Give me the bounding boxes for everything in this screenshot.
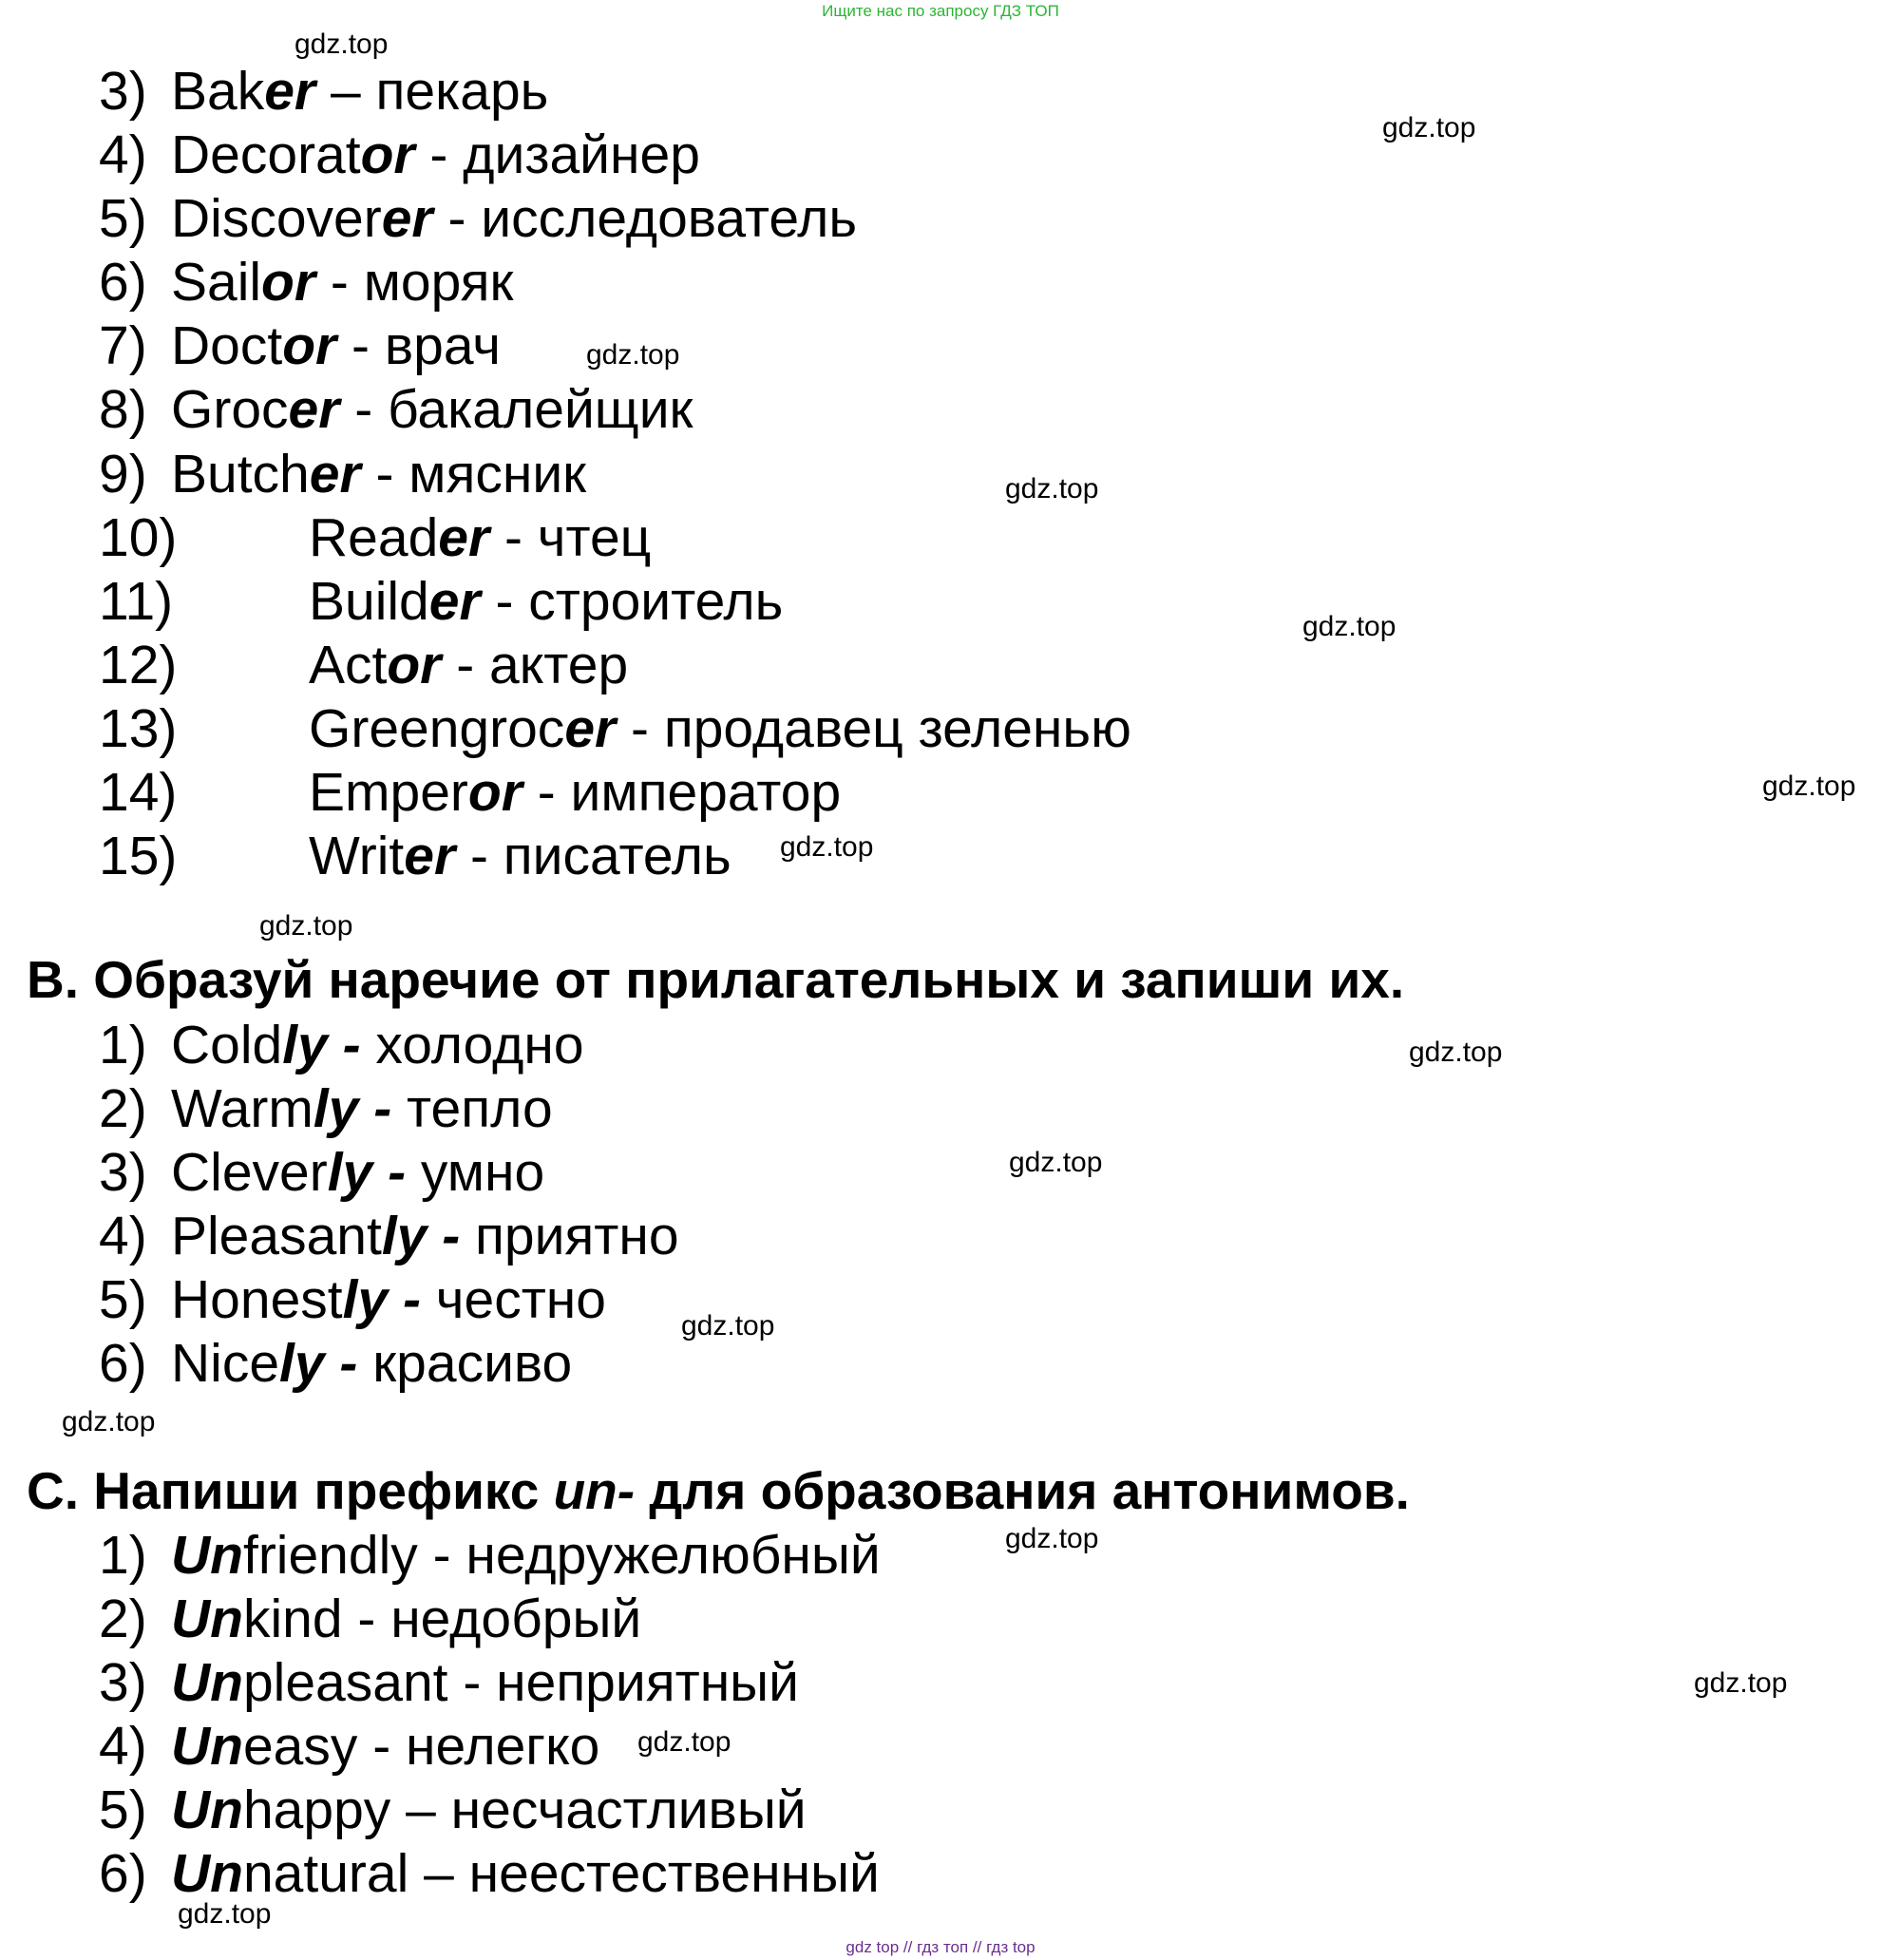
item-number: 8) [99, 379, 147, 440]
item-text: Unfriendly - недружелюбный [171, 1525, 881, 1586]
item-text: Uneasy - нелегко [171, 1716, 600, 1777]
item-text: Builder - строитель [309, 571, 784, 632]
item-number: 3) [99, 1142, 147, 1203]
watermark: gdz.top [780, 831, 874, 863]
footer: gdz top // гдз топ // гдз top [846, 1938, 1036, 1956]
item-text: Unhappy – несчастливый [171, 1779, 807, 1840]
item-number: 11) [99, 571, 174, 632]
item-number: 4) [99, 1716, 147, 1777]
section-c-heading: C. Напиши префикс un- для образования антонимов. [27, 1461, 1410, 1520]
item-text: Unpleasant - неприятный [171, 1652, 799, 1713]
item-text: Greengrocer - продавец зеленью [309, 698, 1131, 759]
item-text: Warmly - тепло [171, 1078, 553, 1139]
item-number: 6) [99, 1333, 147, 1394]
watermark: gdz.top [1762, 771, 1856, 802]
watermark: gdz.top [1302, 611, 1396, 642]
watermark: gdz.top [1005, 1523, 1099, 1554]
item-number: 5) [99, 1269, 147, 1330]
watermark: gdz.top [259, 910, 353, 942]
item-text: Nicely - красиво [171, 1333, 573, 1394]
watermark: gdz.top [586, 339, 680, 371]
watermark: gdz.top [1009, 1147, 1103, 1178]
item-number: 9) [99, 444, 147, 504]
item-number: 5) [99, 188, 147, 249]
item-number: 14) [99, 762, 178, 823]
item-number: 15) [99, 826, 178, 886]
item-text: Unnatural – неестественный [171, 1843, 880, 1904]
item-number: 3) [99, 1652, 147, 1713]
item-number: 5) [99, 1779, 147, 1840]
watermark: gdz.top [1694, 1667, 1788, 1699]
item-number: 2) [99, 1078, 147, 1139]
item-number: 4) [99, 1206, 147, 1266]
top-banner: Ищите нас по запросу ГДЗ ТОП [822, 2, 1059, 20]
item-number: 12) [99, 635, 178, 695]
item-text: Discoverer - исследователь [171, 188, 858, 249]
item-number: 1) [99, 1015, 147, 1075]
watermark: gdz.top [1005, 473, 1099, 504]
item-text: Decorator - дизайнер [171, 124, 700, 185]
item-number: 13) [99, 698, 178, 759]
watermark: gdz.top [1409, 1037, 1503, 1068]
item-text: Cleverly - умно [171, 1142, 545, 1203]
watermark: gdz.top [637, 1726, 732, 1758]
item-text: Honestly - честно [171, 1269, 606, 1330]
item-text: Baker – пекарь [171, 61, 549, 122]
watermark: gdz.top [62, 1406, 156, 1437]
item-number: 4) [99, 124, 147, 185]
item-number: 1) [99, 1525, 147, 1586]
item-text: Sailor - моряк [171, 252, 514, 313]
watermark: gdz.top [178, 1898, 272, 1930]
watermark: gdz.top [294, 29, 389, 60]
item-text: Unkind - недобрый [171, 1589, 642, 1649]
section-b-heading: B. Образуй наречие от прилагательных и запиши их. [27, 950, 1405, 1009]
item-text: Butcher - мясник [171, 444, 587, 504]
item-text: Reader - чтец [309, 507, 652, 568]
item-number: 6) [99, 252, 147, 313]
item-text: Pleasantly - приятно [171, 1206, 679, 1266]
watermark: gdz.top [1382, 112, 1476, 143]
item-number: 10) [99, 507, 178, 568]
watermark: gdz.top [681, 1310, 775, 1342]
item-text: Emperor - император [309, 762, 842, 823]
item-text: Grocer - бакалейщик [171, 379, 694, 440]
item-text: Coldly - холодно [171, 1015, 584, 1075]
item-number: 3) [99, 61, 147, 122]
item-number: 2) [99, 1589, 147, 1649]
item-text: Doctor - врач [171, 315, 501, 376]
item-text: Actor - актер [309, 635, 629, 695]
item-number: 7) [99, 315, 147, 376]
item-text: Writer - писатель [309, 826, 732, 886]
item-number: 6) [99, 1843, 147, 1904]
